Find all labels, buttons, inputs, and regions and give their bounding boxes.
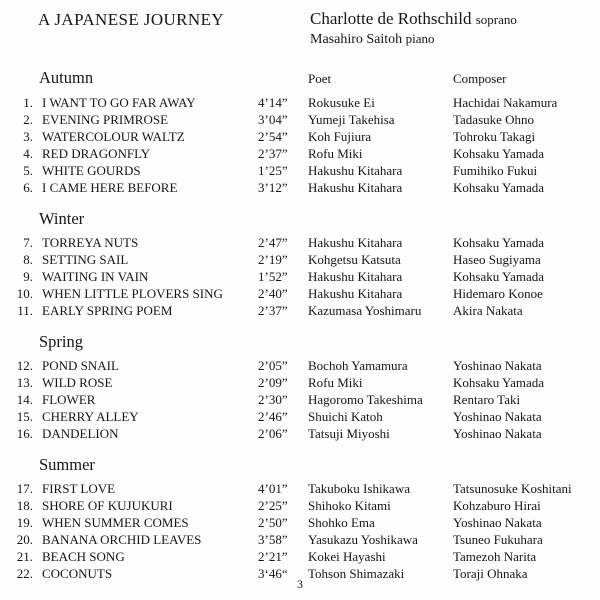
track-row <box>0 357 600 374</box>
track-title: WATERCOLOUR WALTZ <box>42 129 185 144</box>
track-title: FLOWER <box>42 392 96 407</box>
track-number: 15. <box>16 409 33 424</box>
track-number: 4. <box>23 146 33 161</box>
track-composer: Yoshinao Nakata <box>453 358 542 373</box>
track-duration: 2’37” <box>258 146 288 161</box>
track-poet: Yasukazu Yoshikawa <box>308 532 418 547</box>
track-duration: 1’25” <box>258 163 288 178</box>
track-row <box>0 234 600 251</box>
track-composer: Hidemaro Konoe <box>453 286 543 301</box>
track-row <box>0 162 600 179</box>
track-number: 13. <box>16 375 33 390</box>
track-duration: 2’54” <box>258 129 288 144</box>
track-title: EVENING PRIMROSE <box>42 112 169 127</box>
section-summer <box>0 455 600 582</box>
track-row <box>0 548 600 565</box>
track-number: 18. <box>16 498 33 513</box>
track-number: 6. <box>23 180 33 195</box>
track-row <box>0 514 600 531</box>
track-composer: Toraji Ohnaka <box>453 566 528 581</box>
track-composer: Yoshinao Nakata <box>453 409 542 424</box>
track-poet: Tatsuji Miyoshi <box>308 426 390 441</box>
track-duration: 2’25” <box>258 498 288 513</box>
track-row <box>0 425 600 442</box>
track-duration: 2’30” <box>258 392 288 407</box>
track-list <box>0 68 600 582</box>
track-title: DANDELION <box>42 426 119 441</box>
track-poet: Hakushu Kitahara <box>308 180 403 195</box>
track-number: 8. <box>23 252 33 267</box>
track-row <box>0 391 600 408</box>
track-poet: Rokusuke Ei <box>308 95 375 110</box>
track-row <box>0 497 600 514</box>
track-poet: Shihoko Kitami <box>308 498 391 513</box>
track-title: CHERRY ALLEY <box>42 409 139 424</box>
track-duration: 3’04” <box>258 112 288 127</box>
track-duration: 2’06” <box>258 426 288 441</box>
track-number: 22. <box>16 566 33 581</box>
track-composer: Tatsunosuke Koshitani <box>453 481 572 496</box>
track-title: I CAME HERE BEFORE <box>42 180 178 195</box>
track-number: 19. <box>16 515 33 530</box>
track-composer: Tadasuke Ohno <box>453 112 535 127</box>
track-title: BEACH SONG <box>42 549 125 564</box>
track-row <box>0 128 600 145</box>
track-number: 21. <box>16 549 33 564</box>
track-duration: 2’21” <box>258 549 288 564</box>
track-duration: 4’14” <box>258 95 288 110</box>
track-row <box>0 374 600 391</box>
artist-credits <box>310 9 517 48</box>
track-composer: Kohsaku Yamada <box>453 235 544 250</box>
page-number: 3 <box>297 577 303 591</box>
section-title-summer: Summer <box>39 455 95 474</box>
track-poet: Shohko Ema <box>308 515 375 530</box>
track-title: TORREYA NUTS <box>42 235 139 250</box>
track-poet: Kokei Hayashi <box>308 549 386 564</box>
section-title-autumn: Autumn <box>39 68 94 87</box>
track-poet: Kohgetsu Katsuta <box>308 252 401 267</box>
track-title: SETTING SAIL <box>42 252 129 267</box>
track-row <box>0 480 600 497</box>
track-duration: 2’37” <box>258 303 288 318</box>
track-number: 20. <box>16 532 33 547</box>
track-row <box>0 268 600 285</box>
track-poet: Hakushu Kitahara <box>308 163 403 178</box>
track-composer: Yoshinao Nakata <box>453 426 542 441</box>
track-composer: Kohsaku Yamada <box>453 180 544 195</box>
track-composer: Akira Nakata <box>453 303 523 318</box>
track-title: POND SNAIL <box>42 358 119 373</box>
track-title: RED DRAGONFLY <box>42 146 151 161</box>
track-poet: Hakushu Kitahara <box>308 286 403 301</box>
track-composer: Kohsaku Yamada <box>453 375 544 390</box>
artist-name-soprano: Charlotte de Rothschild <box>310 9 472 28</box>
track-row <box>0 531 600 548</box>
track-composer: Yoshinao Nakata <box>453 515 542 530</box>
track-poet: Yumeji Takehisa <box>308 112 395 127</box>
track-number: 9. <box>23 269 33 284</box>
artist-role-piano: piano <box>405 31 435 46</box>
artist-line-piano <box>310 30 517 48</box>
track-duration: 2’40” <box>258 286 288 301</box>
page-header <box>0 0 600 48</box>
track-duration: 2’19” <box>258 252 288 267</box>
track-number: 17. <box>16 481 33 496</box>
section-winter <box>0 209 600 319</box>
section-autumn <box>0 68 600 196</box>
track-composer: Tamezoh Narita <box>453 549 537 564</box>
track-poet: Bochoh Yamamura <box>308 358 408 373</box>
section-header-row <box>0 209 600 229</box>
track-composer: Kohsaku Yamada <box>453 269 544 284</box>
track-composer: Haseo Sugiyama <box>453 252 541 267</box>
composer-column-header: Composer <box>453 71 507 86</box>
track-row <box>0 111 600 128</box>
track-title: SHORE OF KUJUKURI <box>42 498 173 513</box>
track-composer: Tsuneo Fukuhara <box>453 532 543 547</box>
track-poet: Shuichi Katoh <box>308 409 383 424</box>
track-poet: Tohson Shimazaki <box>308 566 405 581</box>
track-duration: 2’50” <box>258 515 288 530</box>
track-composer: Fumihiko Fukui <box>453 163 538 178</box>
section-header-row <box>0 332 600 352</box>
track-duration: 1’52” <box>258 269 288 284</box>
track-poet: Hagoromo Takeshima <box>308 392 423 407</box>
track-composer: Rentaro Taki <box>453 392 521 407</box>
track-number: 2. <box>23 112 33 127</box>
track-number: 11. <box>17 303 33 318</box>
track-composer: Kohzaburo Hirai <box>453 498 541 513</box>
track-number: 1. <box>23 95 33 110</box>
artist-role-soprano: soprano <box>475 12 517 27</box>
track-row <box>0 145 600 162</box>
section-header-row <box>0 68 600 89</box>
track-composer: Hachidai Nakamura <box>453 95 558 110</box>
track-title: WILD ROSE <box>42 375 113 390</box>
track-row <box>0 251 600 268</box>
track-number: 16. <box>16 426 33 441</box>
track-title: FIRST LOVE <box>42 481 116 496</box>
track-title: WHEN SUMMER COMES <box>42 515 189 530</box>
track-duration: 3‘46“ <box>258 566 288 581</box>
track-row <box>0 302 600 319</box>
track-number: 5. <box>23 163 33 178</box>
track-number: 7. <box>23 235 33 250</box>
track-duration: 2’05” <box>258 358 288 373</box>
track-row <box>0 408 600 425</box>
section-header-row <box>0 455 600 475</box>
track-poet: Rofu Miki <box>308 375 363 390</box>
track-poet: Koh Fujiura <box>308 129 372 144</box>
track-duration: 3’58” <box>258 532 288 547</box>
track-number: 10. <box>16 286 33 301</box>
track-duration: 3’12” <box>258 180 288 195</box>
track-duration: 2’47” <box>258 235 288 250</box>
track-row <box>0 179 600 196</box>
track-poet: Takuboku Ishikawa <box>308 481 410 496</box>
poet-column-header: Poet <box>308 71 332 86</box>
track-poet: Hakushu Kitahara <box>308 269 403 284</box>
track-title: WAITING IN VAIN <box>42 269 149 284</box>
track-row <box>0 285 600 302</box>
track-duration: 2’09” <box>258 375 288 390</box>
track-title: WHEN LITTLE PLOVERS SING <box>42 286 223 301</box>
track-poet: Rofu Miki <box>308 146 363 161</box>
track-composer: Tohroku Takagi <box>453 129 536 144</box>
track-poet: Hakushu Kitahara <box>308 235 403 250</box>
track-title: BANANA ORCHID LEAVES <box>42 532 202 547</box>
track-title: WHITE GOURDS <box>42 163 141 178</box>
section-title-spring: Spring <box>39 332 84 351</box>
track-poet: Kazumasa Yoshimaru <box>308 303 422 318</box>
track-composer: Kohsaku Yamada <box>453 146 544 161</box>
track-number: 3. <box>23 129 33 144</box>
section-spring <box>0 332 600 442</box>
track-number: 14. <box>16 392 33 407</box>
track-number: 12. <box>16 358 33 373</box>
track-duration: 4’01” <box>258 481 288 496</box>
album-title: A JAPANESE JOURNEY <box>38 10 225 29</box>
section-title-winter: Winter <box>39 209 85 228</box>
artist-line-soprano <box>310 9 517 30</box>
track-title: COCONUTS <box>42 566 113 581</box>
track-row <box>0 94 600 111</box>
track-duration: 2’46” <box>258 409 288 424</box>
artist-name-piano: Masahiro Saitoh <box>310 32 403 47</box>
track-title: EARLY SPRING POEM <box>42 303 173 318</box>
track-title: I WANT TO GO FAR AWAY <box>42 95 196 110</box>
